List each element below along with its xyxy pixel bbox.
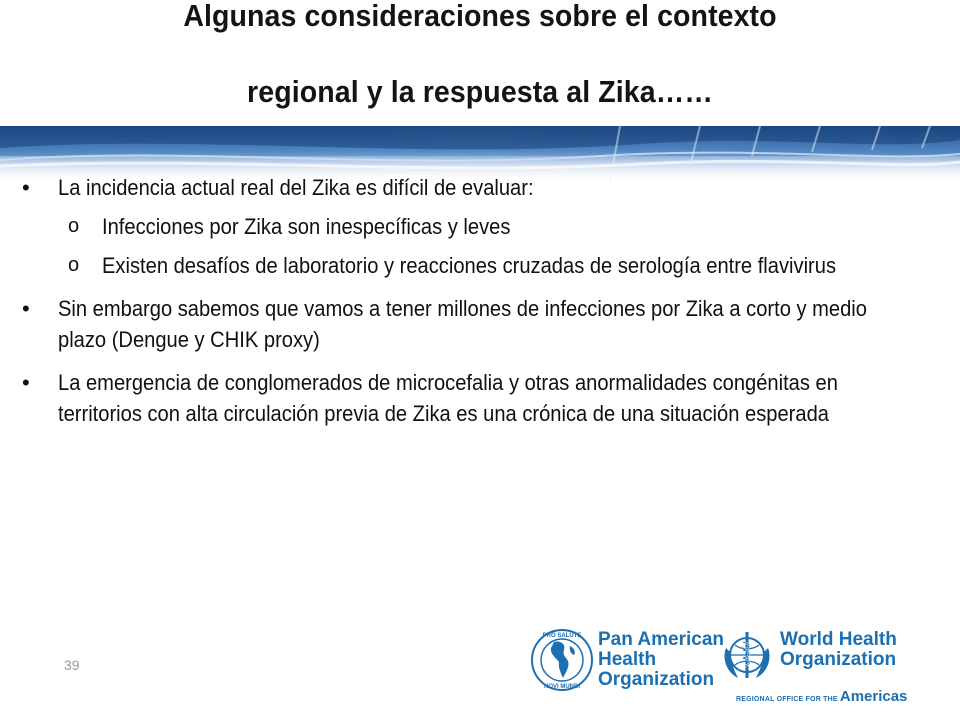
bullet-marker: •: [22, 175, 30, 200]
bullet-item: [20, 293, 920, 355]
paho-line-2: Health: [598, 649, 657, 670]
paho-seal-bottom: NOVI MUNDI: [544, 684, 580, 690]
sub-bullet-item: [20, 250, 920, 281]
who-americas: Americas: [839, 688, 908, 705]
bullet-text: Sin embargo sabemos que vamos a tener millones de infecciones por Zika a corto y medio plazo (Dengue y CHIK proxy): [58, 296, 867, 352]
who-logo-text: [780, 630, 897, 670]
sub-bullet-marker: o: [68, 215, 80, 237]
slide-title: [0, 0, 960, 130]
bullet-text: La incidencia actual real del Zika es difícil de evaluar:: [58, 175, 534, 200]
sub-bullet-marker: o: [68, 254, 80, 276]
who-line-1: World Health: [780, 629, 897, 650]
footer-logos: [530, 626, 910, 706]
bullet-text: La emergencia de conglomerados de microcefalia y otras anormalidades congénitas en territorios con alta circulación previa de Zika es una crónica de una situación esperada: [58, 370, 838, 426]
paho-logo-text: [598, 630, 724, 690]
bullet-marker: •: [22, 296, 30, 321]
sub-bullet-item: [20, 211, 920, 242]
bullet-marker: •: [22, 370, 30, 395]
sub-bullet-text: Infecciones por Zika son inespecíficas y leves: [102, 214, 511, 239]
slide-title-line-2: regional y la respuesta al Zika……: [247, 74, 713, 109]
sub-bullet-text: Existen desafíos de laboratorio y reacciones cruzadas de serología entre flavivirus: [102, 253, 837, 278]
bullet-item: [20, 172, 920, 203]
paho-line-1: Pan American: [598, 629, 725, 650]
bullet-item: [20, 367, 920, 429]
who-regional-office: REGIONAL OFFICE FOR THE: [736, 696, 838, 703]
who-emblem-icon: [716, 628, 778, 686]
who-line-2: Organization: [780, 649, 897, 670]
paho-emblem-icon: [530, 628, 594, 692]
page-number: 39: [64, 657, 80, 673]
slide-content: [20, 172, 920, 429]
paho-seal-top: PRO SALUTE: [542, 633, 582, 639]
slide-title-line-1: Algunas consideraciones sobre el contexto: [183, 0, 777, 33]
paho-line-3: Organization: [598, 669, 715, 690]
who-regional-text: [736, 688, 907, 705]
